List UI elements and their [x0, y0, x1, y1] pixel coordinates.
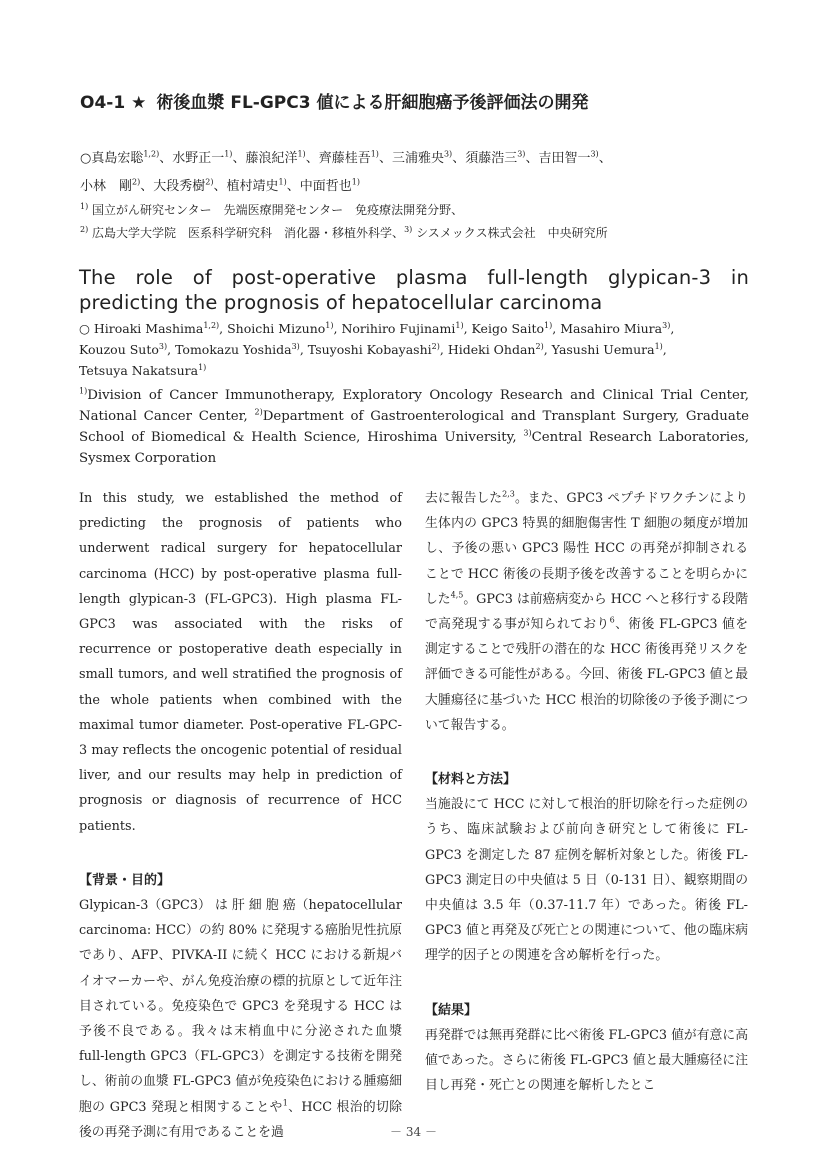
author-separator: , — [219, 321, 228, 336]
author-name: Hideki Ohdan — [447, 342, 536, 357]
author-separator: 、 — [286, 179, 300, 194]
author-affiliation-marker: 2) — [132, 177, 141, 187]
author-separator: 、 — [159, 151, 173, 166]
author-name: 水野正一 — [172, 151, 225, 166]
author-separator: , — [552, 321, 561, 336]
author-separator: , — [670, 321, 675, 336]
author-name: 中面哲也 — [299, 179, 352, 194]
author-name: Shoichi Mizuno — [227, 321, 326, 336]
author-separator: 、 — [232, 151, 246, 166]
author-name: Masahiro Miura — [560, 321, 663, 336]
column-left — [79, 486, 402, 1145]
background-text-2c: 。GPC3 は前癌病変から HCC へと移行する段階で高発現する事が知られており — [425, 591, 749, 633]
author-name: Keigo Saito — [471, 321, 545, 336]
author-affiliation-marker: 1) — [455, 320, 464, 330]
affiliation-en-3: Central Research Laboratories, Sysmex Corporation — [79, 430, 749, 466]
author-affiliation-marker: 3) — [443, 149, 453, 159]
author-affiliation-marker: 1) — [370, 149, 379, 159]
author-affiliation-marker: 1) — [278, 177, 287, 187]
affiliation-jp-2-text: 広島大学大学院 医系科学研究科 消化器・移植外科学、 — [92, 226, 405, 240]
author-separator: , — [167, 342, 176, 357]
author-separator: , — [463, 321, 472, 336]
affiliation-jp-3-text: シスメックス株式会社 中央研究所 — [416, 226, 608, 240]
author-separator: 、 — [378, 151, 392, 166]
author-separator: , — [439, 342, 448, 357]
author-affiliation-marker: 3) — [590, 149, 599, 159]
author-name: 大段秀樹 — [153, 179, 206, 194]
affiliation-marker: 3) — [404, 225, 413, 234]
authors-en-line3 — [79, 363, 206, 378]
author-affiliation-marker: 3) — [517, 149, 526, 159]
author-affiliation-marker: 1) — [351, 177, 360, 187]
author-affiliation-marker: 1,2) — [143, 149, 160, 159]
author-affiliation-marker: 1) — [325, 320, 334, 330]
affiliation-marker: 1) — [79, 386, 88, 396]
author-name: Kouzou Suto — [79, 342, 159, 357]
title-jp-text: 術後血漿 FL-GPC3 値による肝細胞癌予後評価法の開発 — [156, 93, 589, 113]
author-name: 須藤浩三 — [465, 151, 518, 166]
author-separator: 、 — [452, 151, 466, 166]
affiliation-jp-1 — [80, 201, 463, 218]
author-separator: 、 — [525, 151, 539, 166]
abstract-en: In this study, we established the method of predicting the prognosis of patients who underwent radical surgery for hepatocellular carcinoma (HCC) by post-operative plasma full-length glypican-3 (FL-GPC3). High plasma FL-GPC3 was associated with the risks of recurrence or postoperative death especially in small tumors, and well stratified the prognosis of the whole patients when combined with the maximal tumor diameter. Post-operative FL-GPC-3 may reflects the oncogenic potential of residual liver, and our results may help in prediction of prognosis or diagnosis of recurrence of HCC patients. — [79, 491, 402, 834]
affiliation-marker: 2) — [254, 407, 263, 417]
author-name: 吉田智一 — [538, 151, 591, 166]
methods-text: 当施設にて HCC に対して根治的肝切除を行った症例のうち、臨床試験および前向き研究として術後に FL-GPC3 を測定した 87 症例を解析対象とした。術後 FL-GPC3 測定日の中央値は 5 日（0-131 日）、観察期間の中央値は 3.5 年（0.37-11.7 年）であった。術後 FL-GPC3 値と再発及び死亡との関連について、他の臨床病理学的因子との関連を含め解析を行った。 — [425, 797, 748, 964]
results-heading: 【結果】 — [425, 1002, 478, 1018]
author-affiliation-marker: 1) — [198, 362, 207, 372]
author-affiliation-marker: 1) — [297, 149, 306, 159]
author-separator: , — [662, 342, 667, 357]
reference-marker: 2,3 — [502, 489, 515, 499]
background-text-1 — [79, 893, 402, 1145]
author-separator: 、 — [305, 151, 319, 166]
author-affiliation-marker: 1) — [544, 320, 553, 330]
methods-heading: 【材料と方法】 — [425, 772, 517, 788]
affiliation-marker: 2) — [80, 225, 89, 234]
authors-en-line1 — [79, 321, 674, 336]
author-separator: 、 — [140, 179, 154, 194]
author-name: Tetsuya Nakatsura — [79, 363, 199, 378]
author-affiliation-marker: 2) — [535, 341, 544, 351]
author-name: 小林 剛 — [80, 179, 133, 194]
affiliations-en — [79, 385, 749, 469]
background-text-2a: 去に報告した — [425, 491, 503, 506]
author-name: Norihiro Fujinami — [341, 321, 456, 336]
author-name: Yasushi Uemura — [551, 342, 655, 357]
author-separator: , — [543, 342, 552, 357]
author-affiliation-marker: 1,2) — [203, 320, 220, 330]
affiliation-marker: 1) — [80, 202, 89, 211]
author-affiliation-marker: 3) — [291, 341, 300, 351]
author-name: 藤浪紀洋 — [245, 151, 298, 166]
session-code: O4-1 — [80, 93, 126, 113]
author-affiliation-marker: 3) — [662, 320, 671, 330]
affiliation-marker: 3) — [523, 428, 532, 438]
background-text-1a: Glypican-3（GPC3） は 肝 細 胞 癌（hepatocellular carcinoma: HCC）の約 80% に発現する癌胎児性抗原であり、AFP、PIVKA-II に続く HCC における新規バイオマーカーや、がん免疫治療の標的抗原として近年注目されている。免疫染色で GPC3 を発現する HCC は予後不良である。我々は末梢血中に分泌された血漿 full-length GPC3（FL-GPC3）を測定する技術を開発し、術前の血漿 FL-GPC3 値が免疫染色における腫瘍細胞の GPC3 発現と相関することや — [79, 898, 402, 1115]
background-text-2 — [425, 486, 748, 738]
author-separator: , — [333, 321, 342, 336]
authors-jp-line1 — [80, 147, 612, 166]
authors-en-line2 — [79, 342, 667, 357]
author-separator: 、 — [213, 179, 227, 194]
author-affiliation-marker: 1) — [224, 149, 233, 159]
background-text-2d: 、術後 FL-GPC3 値を測定することで残肝の潜在的な HCC 術後再発リスクを評価できる可能性がある。今回、術後 FL-GPC3 値と最大腫瘍径に基づいた HCC 根治的切除後の予後予測について報告する。 — [425, 617, 748, 733]
affiliation-jp-2 — [80, 224, 608, 241]
star-icon: ★ — [131, 93, 147, 113]
author-name: 齊藤桂吾 — [318, 151, 371, 166]
author-affiliation-marker: 1) — [654, 341, 663, 351]
reference-marker: 6 — [609, 615, 615, 625]
author-name: 三浦雅央 — [391, 151, 444, 166]
affiliation-jp-1-text: 国立がん研究センター 先端医療開発センター 免疫療法開発分野、 — [92, 203, 464, 217]
author-affiliation-marker: 2) — [431, 341, 440, 351]
background-heading: 【背景・目的】 — [79, 872, 171, 888]
author-name: Tsuyoshi Kobayashi — [307, 342, 432, 357]
title-jp — [80, 88, 588, 113]
author-name: ○ Hiroaki Mashima — [79, 321, 204, 336]
author-affiliation-marker: 3) — [158, 341, 168, 351]
background-text-2b: 。また、GPC3 ペプチドワクチンにより生体内の GPC3 特異的細胞傷害性 T 細胞の頻度が増加し、予後の悪い GPC3 陽性 HCC の再発が抑制されることで HCC 術後の長期予後を改善することを明らかにした — [425, 491, 749, 607]
author-name: 植村靖史 — [226, 179, 279, 194]
affiliation-en-2: Department of Gastroenterological and Transplant Surgery, Graduate School of Biomedical & Health Science, Hiroshima University, — [79, 409, 749, 445]
author-affiliation-marker: 2) — [205, 177, 214, 187]
author-separator: 、 — [598, 151, 612, 166]
background-text-1b: 、HCC 根治的切除後の再発予測に有用であることを過 — [79, 1099, 403, 1140]
reference-marker: 4,5 — [450, 590, 464, 600]
column-right — [425, 486, 748, 1098]
authors-jp-line2 — [80, 175, 360, 194]
page-number: － 34 － — [390, 1125, 437, 1139]
author-separator: , — [299, 342, 308, 357]
results-text: 再発群では無再発群に比べ術後 FL-GPC3 値が有意に高値であった。さらに術後 FL-GPC3 値と最大腫瘍径に注目し再発・死亡との関連を解析したとこ — [425, 1027, 748, 1094]
affiliation-en-1: Division of Cancer Immunotherapy, Exploratory Oncology Research and Clinical Trial Center, National Cancer Center, — [79, 388, 749, 424]
author-name: ○真島宏聡 — [80, 151, 144, 166]
reference-marker: 1 — [282, 1098, 288, 1108]
author-name: Tomokazu Yoshida — [175, 342, 292, 357]
title-en: The role of post-operative plasma full-length glypican-3 in predicting the prognosis of hepatocellular carcinoma — [79, 266, 749, 314]
